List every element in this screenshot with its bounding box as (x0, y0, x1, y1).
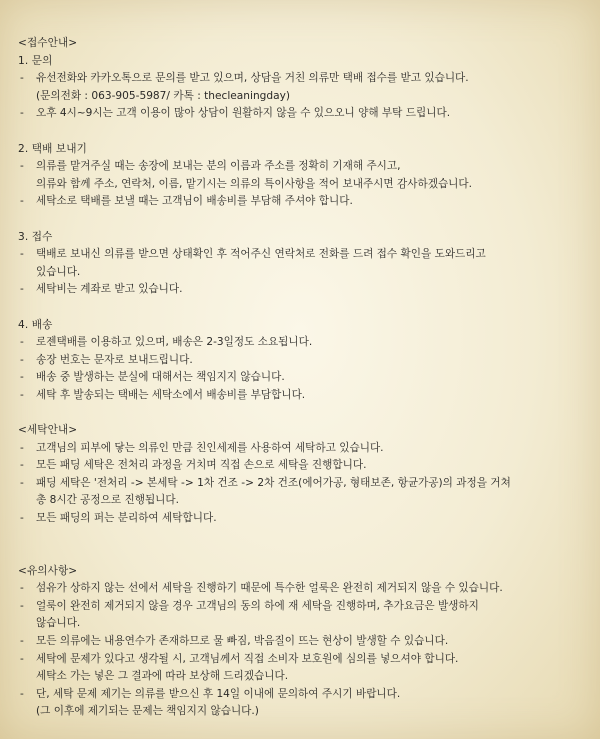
list-item-text: 세탁비는 계좌로 받고 있습니다. (36, 283, 183, 296)
list-item (18, 70, 582, 88)
bullet-dash: - (20, 283, 24, 296)
list-item (18, 457, 582, 475)
bullet-dash: - (20, 635, 24, 647)
bullet-dash: - (20, 353, 24, 366)
bullet-dash: - (20, 476, 24, 489)
bullet-dash: - (20, 582, 24, 595)
list-item-continuation: 총 8시간 공정으로 진행됩니다. (36, 494, 180, 507)
list-item (18, 686, 582, 704)
bullet-dash: - (20, 599, 24, 612)
list-item-text: 세탁 후 발송되는 택배는 세탁소에서 배송비를 부담합니다. (36, 388, 306, 401)
list-item-text: 유선전화와 카카오톡으로 문의를 받고 있으며, 상담을 거친 의류만 택배 접수를 받고 있습니다. (36, 72, 469, 85)
list-item (18, 193, 582, 211)
laundry-guide-title: <세탁안내> (18, 424, 78, 437)
reception-heading: 3. 접수 (18, 230, 53, 243)
bullet-dash: - (20, 160, 24, 173)
bullet-dash: - (20, 107, 24, 120)
notes-title: <유의사항> (18, 564, 78, 577)
list-item-text: 송장 번호는 문자로 보내드립니다. (36, 353, 193, 366)
list-item-text: 택배로 보내신 의류를 받으면 상태확인 후 적어주신 연락처로 전화를 드려 접수 확인을 도와드리고 (36, 248, 486, 261)
list-item (18, 246, 582, 264)
bullet-dash: - (20, 195, 24, 208)
list-item (18, 105, 582, 123)
bullet-dash: - (20, 72, 24, 85)
list-item-text: 단, 세탁 문제 제기는 의류를 받으신 후 14일 이내에 문의하여 주시기 바랍니다. (36, 687, 401, 700)
list-item (18, 281, 582, 299)
list-item-text: 패딩 세탁은 '전처리 -> 본세탁 -> 1차 건조 -> 2차 건조(에어가공, 형태보존, 항균가공)의 과정을 거쳐 (36, 476, 511, 489)
bullet-dash: - (20, 687, 24, 700)
delivery-send-heading: 2. 택배 보내기 (18, 142, 87, 155)
bullet-dash: - (20, 248, 24, 261)
bullet-dash: - (20, 371, 24, 384)
list-item (18, 475, 582, 493)
list-item-text: 얼룩이 완전히 제거되지 않을 경우 고객님의 동의 하에 재 세탁을 진행하며, 추가요금은 발생하지 (36, 599, 479, 612)
contact-info: (문의전화 : 063-905-5987/ 카톡 : thecleaningday) (36, 89, 291, 102)
list-item-text: 모든 의류에는 내용연수가 존재하므로 물 빠짐, 박음질이 뜨는 현상이 발생할 수 있습니다. (36, 635, 449, 647)
list-item-text: 모든 패딩 세탁은 전처리 과정을 거치며 직접 손으로 세탁을 진행합니다. (36, 459, 367, 472)
list-item-continuation: 세탁소 가는 넣은 그 결과에 따라 보상해 드리겠습니다. (36, 670, 289, 683)
list-item-text: 고객님의 피부에 닿는 의류인 만큼 친인세제를 사용하여 세탁하고 있습니다. (36, 441, 384, 454)
list-item (18, 598, 582, 616)
list-item-text: 로젠택배를 이용하고 있으며, 배송은 2-3일정도 소요됩니다. (36, 336, 313, 349)
list-item (18, 580, 582, 598)
list-item (18, 440, 582, 458)
list-item-text: 섬유가 상하지 않는 선에서 세탁을 진행하기 때문에 특수한 얼룩은 완전히 제거되지 않을 수 있습니다. (36, 582, 503, 595)
list-item (18, 387, 582, 405)
list-item-continuation: 않습니다. (36, 617, 81, 630)
list-item (18, 352, 582, 370)
bullet-dash: - (20, 388, 24, 401)
bullet-dash: - (20, 459, 24, 472)
reception-guide-title: <접수안내> (18, 37, 78, 49)
list-item-continuation: (그 이후에 제기되는 문제는 책임지지 않습니다.) (36, 705, 259, 718)
list-item-continuation: 있습니다. (36, 265, 81, 278)
list-item-text: 모든 패딩의 퍼는 분리하여 세탁합니다. (36, 512, 217, 525)
list-item-text: 배송 중 발생하는 분실에 대해서는 책임지지 않습니다. (36, 371, 285, 384)
list-item-text: 오후 4시~9시는 고객 이용이 많아 상담이 원활하지 않을 수 있으오니 양해 부탁 드립니다. (36, 107, 451, 120)
list-item-text: 세탁소로 택배를 보낼 때는 고객님이 배송비를 부담해 주셔야 합니다. (36, 195, 353, 208)
reception-guide-section (18, 35, 582, 422)
list-item-text: 의류를 맡겨주실 때는 송장에 보내는 분의 이름과 주소를 정확히 기재해 주시고, (36, 160, 401, 173)
inquiry-heading: 1. 문의 (18, 54, 53, 67)
laundry-guide-section (18, 422, 582, 563)
list-item-text: 세탁에 문제가 있다고 생각될 시, 고객님께서 직접 소비자 보호원에 심의를 넣으셔야 합니다. (36, 652, 459, 665)
list-item (18, 510, 582, 528)
list-item (18, 651, 582, 669)
bullet-dash: - (20, 441, 24, 454)
bullet-dash: - (20, 652, 24, 665)
shipping-heading: 4. 배송 (18, 318, 53, 331)
bullet-dash: - (20, 336, 24, 349)
notes-section (18, 563, 582, 721)
list-item (18, 369, 582, 387)
bullet-dash: - (20, 512, 24, 525)
list-item (18, 158, 582, 176)
list-item (18, 334, 582, 352)
list-item (18, 633, 582, 651)
list-item-continuation: 의류와 함께 주소, 연락처, 이름, 맡기시는 의류의 특이사항을 적어 보내주시면 감사하겠습니다. (36, 177, 473, 190)
